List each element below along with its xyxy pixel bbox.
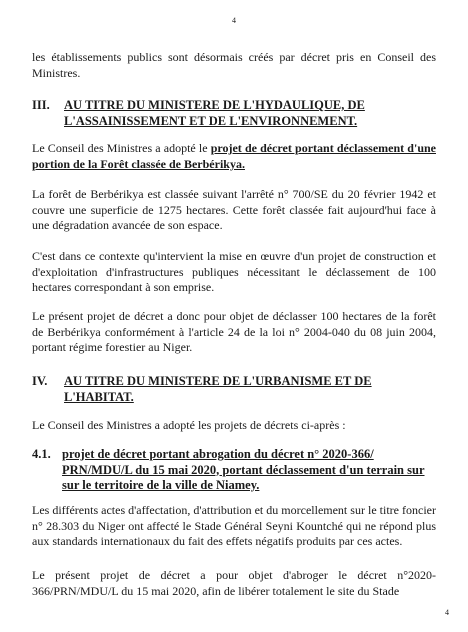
section-3-title-line2: L'ASSAINISSEMENT ET DE L'ENVIRONNEMENT. [64,114,358,128]
section-4-heading [32,373,442,405]
section-4-title-line2: L'HABITAT. [64,390,134,404]
section-3-paragraph-4: Le présent projet de décret a donc pour objet de déclasser 100 hectares de la forêt de Berbérikya conformément à l'article 24 de la loi n° 2004-040 du 08 juin 2004, portant régime forestier au Niger. [32,309,436,354]
section-3-p1-decree-title: projet de décret portant déclassement d'une portion de la Forêt classée de Berbérikya. [32,141,436,171]
section-4-paragraph-2: Les différents actes d'affectation, d'attribution et du morcellement sur le titre foncier n° 28.303 du Niger ont affecté le Stade Général Seyni Kountché qui ne répond plus aux standards internationaux du fait des effets négatifs produits par ces actes. [32,503,436,548]
section-4-number: IV. [32,374,48,388]
subsection-4-1-heading [32,447,442,494]
subsection-4-1-title: projet de décret portant abrogation du décret n° 2020-366/ PRN/MDU/L du 15 mai 2020, portant déclassement d'un terrain sur sur le territoire de la ville de Niamey. [62,447,425,492]
section-3-number: III. [32,98,50,112]
section-3-paragraph-3: C'est dans ce contexte qu'intervient la mise en œuvre d'un projet de construction et d'exploitation d'infrastructures publiques nécessitant le déclassement de 100 hectares correspondant à son emprise. [32,249,436,294]
section-3-title-line1: AU TITRE DU MINISTERE DE L'HYDAULIQUE, DE [64,98,365,112]
section-3-paragraph-1 [32,141,436,172]
page-number-bottom: 4 [445,608,449,617]
section-3-paragraph-2: La forêt de Berbérikya est classée suivant l'arrêté n° 700/SE du 20 février 1942 et couvre une superficie de 1275 hectares. Cette forêt classée fait aujourd'hui face à une dégradation avancée de son espace. [32,187,436,232]
section-3-heading [32,97,442,129]
section-3-p1-lead: Le Conseil des Ministres a adopté le [32,141,211,155]
section-4-paragraph-3: Le présent projet de décret a pour objet d'abroger le décret n°2020-366/PRN/MDU/L du 15 mai 2020, afin de libérer totalement le site du Stade [32,568,436,598]
section-4-paragraph-1: Le Conseil des Ministres a adopté les projets de décrets ci-après : [32,418,346,432]
section-4-title-line1: AU TITRE DU MINISTERE DE L'URBANISME ET DE [64,374,372,388]
subsection-4-1-number: 4.1. [32,447,51,461]
page-number-top: 4 [232,16,236,25]
intro-paragraph: les établissements publics sont désormais créés par décret pris en Conseil des Ministres. [32,50,436,80]
